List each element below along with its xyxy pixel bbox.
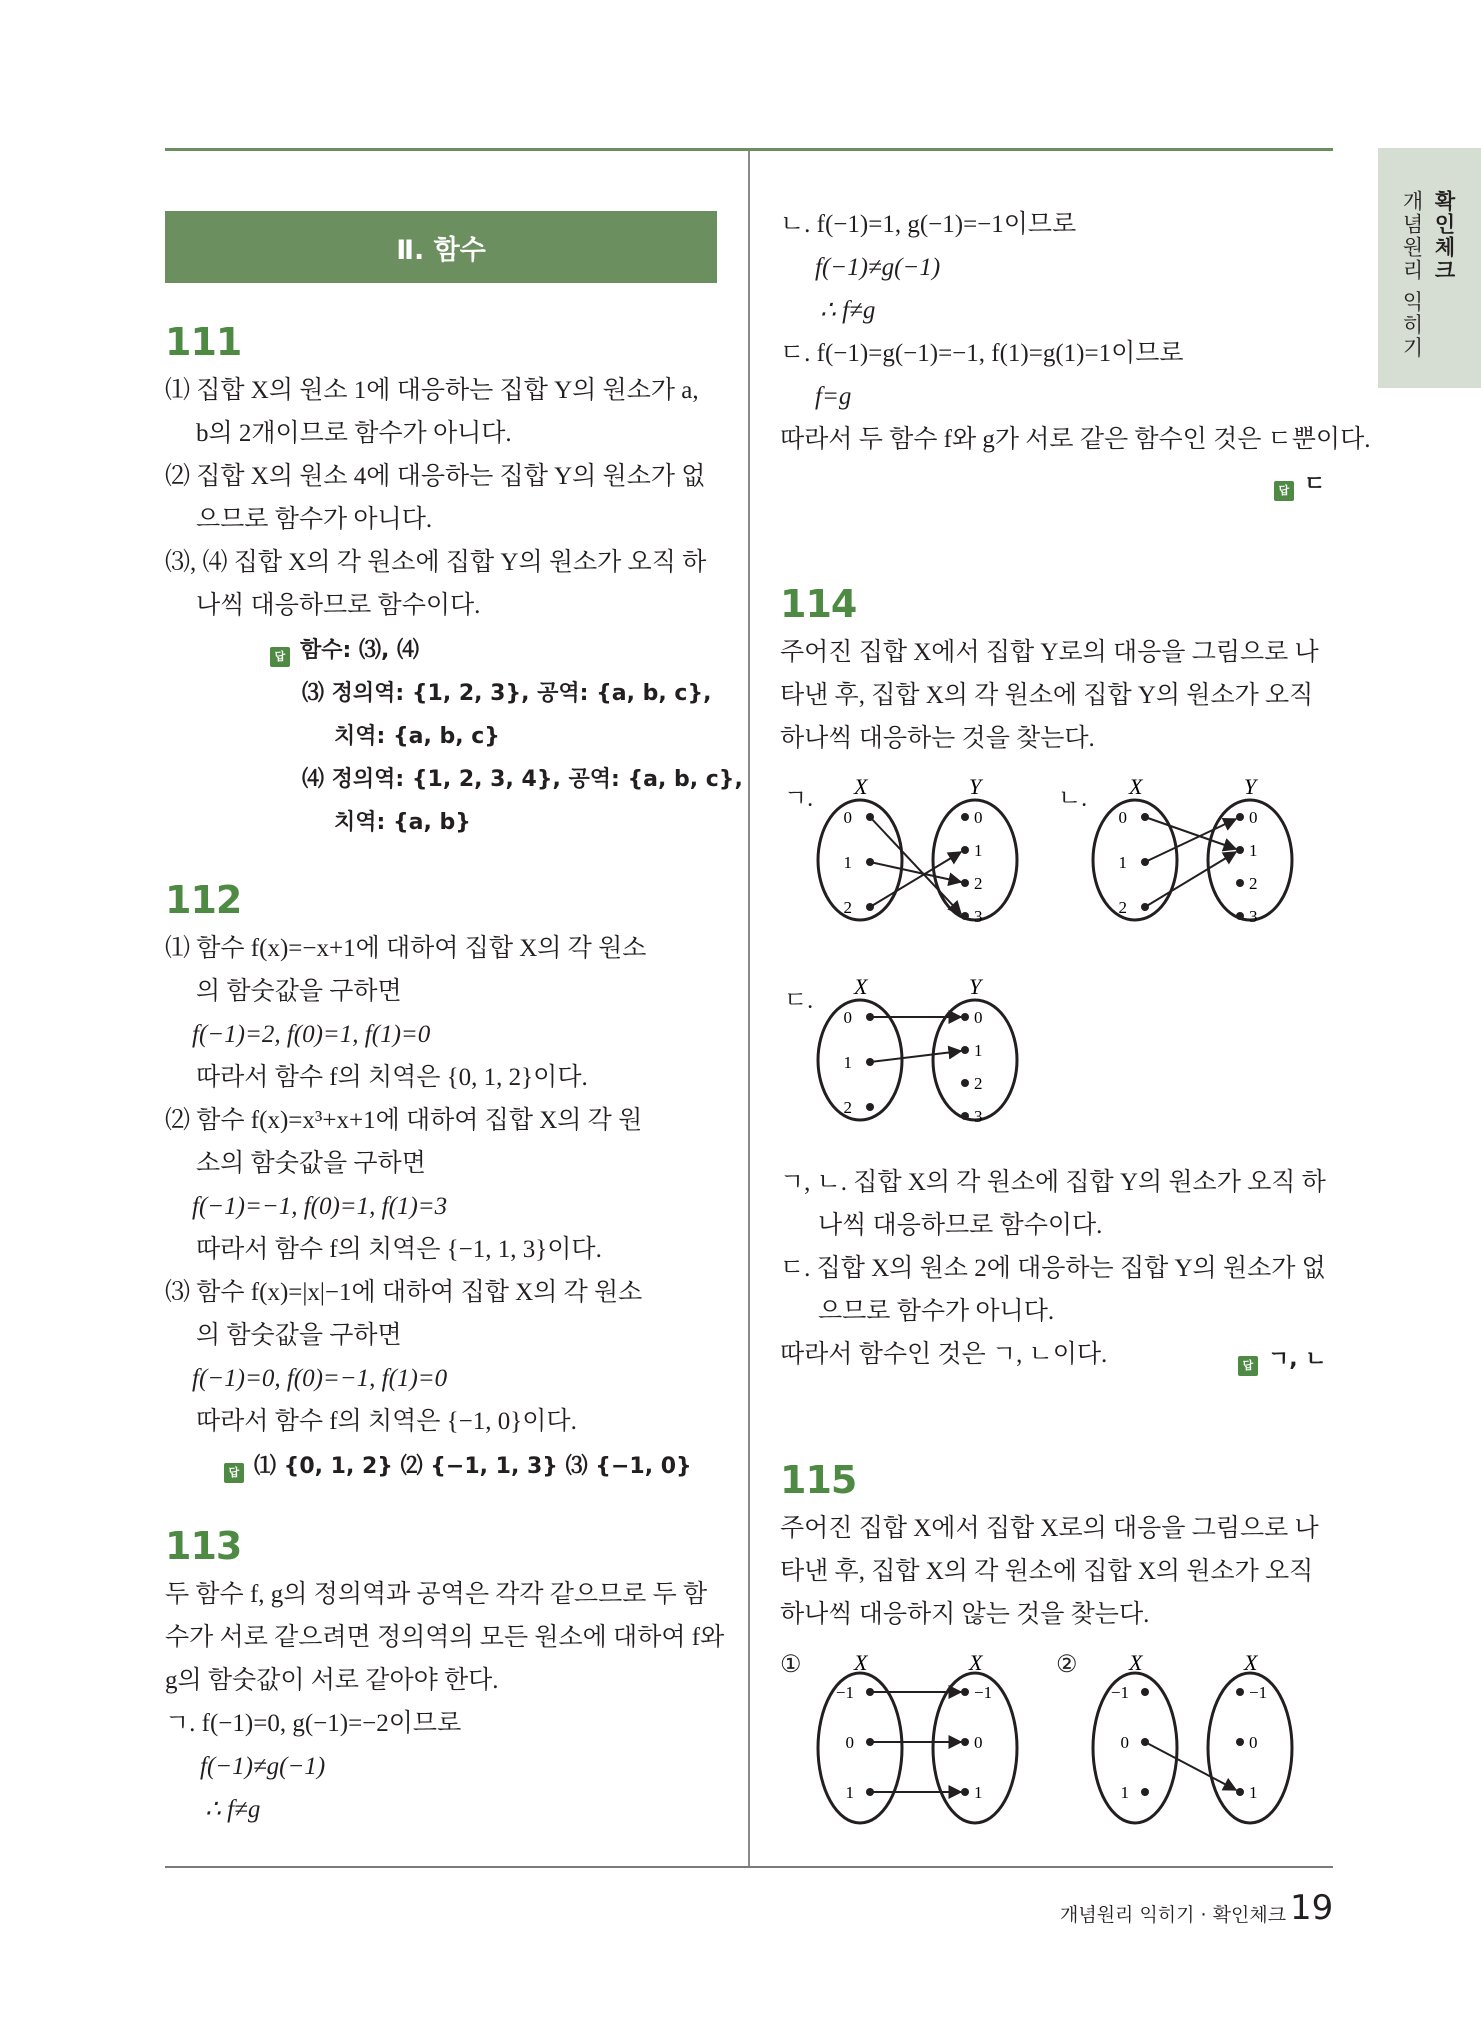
- set-label: X: [854, 1650, 868, 1675]
- p113-line: f(−1)≠g(−1): [200, 1753, 326, 1780]
- bottom-rule: [165, 1866, 1333, 1868]
- element-dot: [961, 912, 969, 920]
- set-label: Y: [1244, 774, 1257, 799]
- set-label: X: [1129, 1650, 1143, 1675]
- set-label: X: [1129, 774, 1143, 799]
- answer-mark-icon: 답: [270, 647, 290, 667]
- p113-answer: [1274, 468, 1325, 502]
- element-label: 2: [843, 898, 852, 917]
- element-label: 2: [1118, 898, 1127, 917]
- p113-line: g의 함숫값이 서로 같아야 한다.: [165, 1667, 499, 1694]
- p112-answer: [224, 1450, 692, 1484]
- element-dot: [961, 813, 969, 821]
- set-label: X: [854, 974, 868, 999]
- p111-answer-text: 함수: ⑶, ⑷: [300, 638, 419, 663]
- element-label: 1: [1249, 841, 1258, 860]
- p111-answer-line: 치역: {a, b, c}: [334, 724, 500, 749]
- element-label: 0: [1120, 1733, 1129, 1752]
- element-label: 1: [843, 853, 852, 872]
- p111-line: b의 2개이므로 함수가 아니다.: [196, 420, 512, 447]
- set-label: Y: [969, 774, 982, 799]
- element-dot: [1141, 1788, 1149, 1796]
- element-label: 0: [843, 808, 852, 827]
- mapping-diagram: [810, 972, 1030, 1122]
- p115-line: 하나씩 대응하지 않는 것을 찾는다.: [780, 1601, 1150, 1628]
- p112-line: f(−1)=2, f(0)=1, f(1)=0: [192, 1021, 431, 1048]
- p113-line: ㄱ. f(−1)=0, g(−1)=−2이므로: [165, 1710, 462, 1737]
- p114-line: 하나씩 대응하는 것을 찾는다.: [780, 725, 1095, 752]
- element-dot: [961, 879, 969, 887]
- p112-line: f(−1)=0, f(0)=−1, f(1)=0: [192, 1365, 448, 1392]
- element-label: 3: [1249, 907, 1258, 922]
- element-label: 1: [1249, 1783, 1258, 1802]
- p112-line: ⑵ 함수 f(x)=x³+x+1에 대하여 집합 X의 각 원: [165, 1107, 643, 1134]
- element-dot: [1236, 1688, 1244, 1696]
- element-label: 1: [843, 1053, 852, 1072]
- element-dot: [961, 1013, 969, 1021]
- element-label: 0: [1249, 808, 1258, 827]
- element-label: 2: [974, 1074, 983, 1093]
- p113-cont-line: f=g: [815, 383, 852, 410]
- element-label: −1: [835, 1683, 854, 1702]
- p114-line: ㄱ, ㄴ. 집합 X의 각 원소에 집합 Y의 원소가 오직 하: [780, 1169, 1326, 1196]
- p111-answer-line: ⑶ 정의역: {1, 2, 3}, 공역: {a, b, c},: [302, 681, 712, 706]
- element-dot: [961, 1046, 969, 1054]
- chapter-banner: Ⅱ. 함수: [165, 211, 717, 283]
- p111-line: 나씩 대응하므로 함수이다.: [196, 592, 481, 619]
- p114-line: 따라서 함수인 것은 ㄱ, ㄴ이다.: [780, 1341, 1108, 1368]
- p111-line: 으므로 함수가 아니다.: [196, 506, 433, 533]
- p113-line: ∴ f≠g: [205, 1796, 261, 1823]
- element-label: 1: [845, 1783, 854, 1802]
- element-dot: [1236, 912, 1244, 920]
- element-label: 1: [974, 1041, 983, 1060]
- element-label: 2: [843, 1098, 852, 1117]
- element-label: 0: [974, 1008, 983, 1027]
- column-divider: [748, 151, 750, 1866]
- element-dot: [1236, 813, 1244, 821]
- element-label: 2: [1249, 874, 1258, 893]
- mapping-diagram: [810, 1648, 1030, 1828]
- p113-cont-line: ㄷ. f(−1)=g(−1)=−1, f(1)=g(1)=1이므로: [780, 340, 1184, 367]
- p112-line: 의 함숫값을 구하면: [196, 1322, 402, 1349]
- element-label: −1: [1110, 1683, 1129, 1702]
- p112-line: f(−1)=−1, f(0)=1, f(1)=3: [192, 1193, 448, 1220]
- diagram-label: ②: [1056, 1652, 1078, 1678]
- element-label: 1: [1120, 1783, 1129, 1802]
- element-label: 0: [974, 1733, 983, 1752]
- set-label: X: [969, 1650, 983, 1675]
- p111-answer-line: 치역: {a, b}: [334, 810, 471, 835]
- p112-line: ⑴ 함수 f(x)=−x+1에 대하여 집합 X의 각 원소: [165, 935, 647, 962]
- mapping-diagram: [1085, 1648, 1305, 1828]
- element-label: 0: [1249, 1733, 1258, 1752]
- p112-line: 의 함숫값을 구하면: [196, 978, 402, 1005]
- p113-cont-line: ∴ f≠g: [820, 297, 876, 324]
- p112-line: 따라서 함수 f의 치역은 {0, 1, 2}이다.: [196, 1064, 588, 1091]
- p111-answer-line: ⑷ 정의역: {1, 2, 3, 4}, 공역: {a, b, c},: [302, 767, 743, 792]
- element-label: −1: [1249, 1683, 1268, 1702]
- element-label: 1: [974, 1783, 983, 1802]
- element-label: 3: [974, 1107, 983, 1122]
- p111-line: ⑶, ⑷ 집합 X의 각 원소에 집합 Y의 원소가 오직 하: [165, 549, 707, 576]
- page-number: 19: [1290, 1888, 1334, 1928]
- p115-line: 주어진 집합 X에서 집합 X로의 대응을 그림으로 나: [780, 1515, 1319, 1542]
- p114-answer-text: ㄱ, ㄴ: [1268, 1347, 1327, 1372]
- p112-line: ⑶ 함수 f(x)=|x|−1에 대하여 집합 X의 각 원소: [165, 1279, 643, 1306]
- diagram-label: ㄴ.: [1058, 786, 1088, 812]
- footer-text: 개념원리 익히기 · 확인체크: [1060, 1904, 1287, 1926]
- p113-cont-line: ㄴ. f(−1)=1, g(−1)=−1이므로: [780, 211, 1077, 238]
- element-dot: [961, 1788, 969, 1796]
- problem-number-115: 115: [780, 1458, 857, 1502]
- answer-mark-icon: 답: [1274, 481, 1294, 501]
- p112-line: 따라서 함수 f의 치역은 {−1, 0}이다.: [196, 1408, 577, 1435]
- element-label: −1: [974, 1683, 993, 1702]
- element-label: 2: [974, 874, 983, 893]
- p114-answer: [1238, 1343, 1327, 1377]
- p111-line: ⑵ 집합 X의 원소 4에 대응하는 집합 Y의 원소가 없: [165, 463, 706, 490]
- p113-answer-text: ㄷ: [1304, 472, 1326, 497]
- p113-cont-line: f(−1)≠g(−1): [815, 254, 941, 281]
- p114-line: 타낸 후, 집합 X의 각 원소에 집합 Y의 원소가 오직: [780, 682, 1314, 709]
- problem-number-111: 111: [165, 320, 242, 364]
- p112-line: 소의 함숫값을 구하면: [196, 1150, 426, 1177]
- p112-line: 따라서 함수 f의 치역은 {−1, 1, 3}이다.: [196, 1236, 602, 1263]
- p113-cont-line: 따라서 두 함수 f와 g가 서로 같은 함수인 것은 ㄷ뿐이다.: [780, 426, 1371, 453]
- element-label: 1: [1118, 853, 1127, 872]
- p111-line: ⑴ 집합 X의 원소 1에 대응하는 집합 Y의 원소가 a,: [165, 377, 699, 404]
- problem-number-112: 112: [165, 878, 242, 922]
- diagram-label: ①: [780, 1652, 802, 1678]
- p111-answer: [270, 634, 419, 668]
- element-label: 0: [843, 1008, 852, 1027]
- side-tab: [1378, 148, 1481, 388]
- problem-number-114: 114: [780, 582, 857, 626]
- element-dot: [961, 1112, 969, 1120]
- element-dot: [1236, 1738, 1244, 1746]
- mapping-arrow: [1145, 852, 1236, 907]
- diagram-label: ㄷ.: [784, 988, 814, 1014]
- p114-line: ㄷ. 집합 X의 원소 2에 대응하는 집합 Y의 원소가 없: [780, 1255, 1326, 1282]
- element-label: 3: [974, 907, 983, 922]
- mapping-arrow: [1145, 819, 1236, 862]
- element-dot: [961, 1079, 969, 1087]
- set-label: Y: [969, 974, 982, 999]
- p112-answer-text: ⑴ {0, 1, 2} ⑵ {−1, 1, 3} ⑶ {−1, 0}: [254, 1454, 692, 1479]
- p113-line: 수가 서로 같으려면 정의역의 모든 원소에 대하여 f와: [165, 1624, 725, 1651]
- mapping-arrow: [1145, 1742, 1236, 1790]
- p114-line: 나씩 대응하므로 함수이다.: [818, 1212, 1103, 1239]
- element-dot: [866, 1103, 874, 1111]
- diagram-label: ㄱ.: [784, 786, 814, 812]
- side-tab-subtitle: 개념원리 익히기: [1400, 190, 1424, 360]
- element-dot: [961, 846, 969, 854]
- answer-mark-icon: 답: [224, 1463, 244, 1483]
- mapping-arrow: [870, 1051, 961, 1062]
- element-label: 0: [974, 808, 983, 827]
- p114-line: 주어진 집합 X에서 집합 Y로의 대응을 그림으로 나: [780, 639, 1319, 666]
- mapping-arrow: [1145, 817, 1236, 849]
- side-tab-title: 확인체크: [1432, 190, 1456, 282]
- mapping-diagram: [810, 772, 1030, 922]
- element-dot: [961, 1738, 969, 1746]
- element-label: 0: [845, 1733, 854, 1752]
- element-label: 1: [974, 841, 983, 860]
- p113-line: 두 함수 f, g의 정의역과 공역은 각각 같으므로 두 함: [165, 1581, 708, 1608]
- mapping-diagram: [1085, 772, 1305, 922]
- problem-number-113: 113: [165, 1524, 242, 1568]
- answer-mark-icon: 답: [1238, 1356, 1258, 1376]
- element-dot: [1236, 846, 1244, 854]
- set-label: X: [1244, 1650, 1258, 1675]
- set-label: X: [854, 774, 868, 799]
- element-dot: [1236, 879, 1244, 887]
- element-dot: [961, 1688, 969, 1696]
- element-label: 0: [1118, 808, 1127, 827]
- element-dot: [1236, 1788, 1244, 1796]
- p114-line: 으므로 함수가 아니다.: [818, 1298, 1055, 1325]
- p115-line: 타낸 후, 집합 X의 각 원소에 집합 X의 원소가 오직: [780, 1558, 1314, 1585]
- element-dot: [1141, 1688, 1149, 1696]
